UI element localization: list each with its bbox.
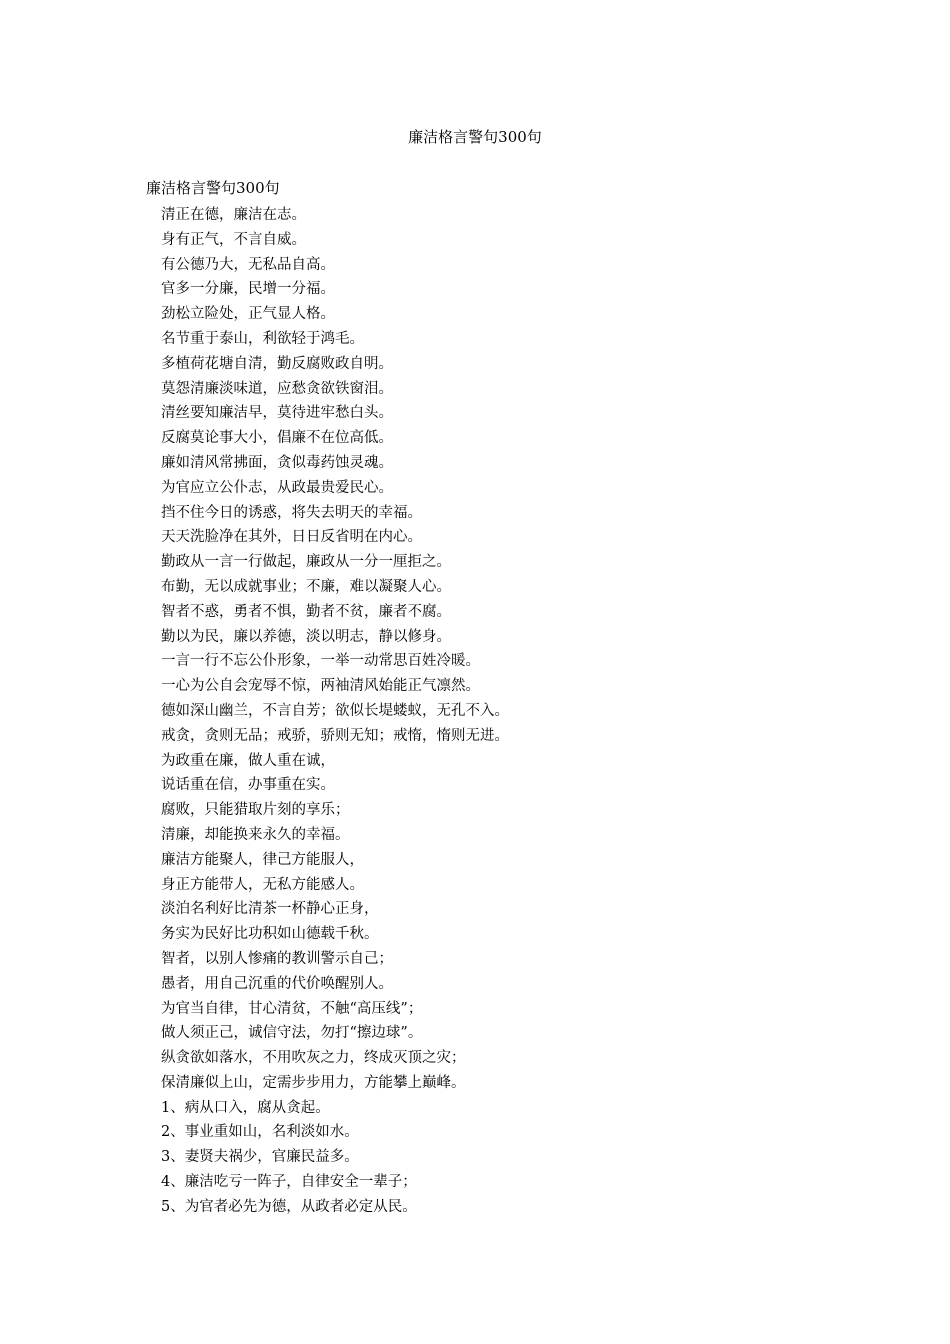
maxim-line: 做人须正己，诚信守法，勿打“擦边球”。 — [161, 1025, 423, 1042]
maxim-line: 清丝要知廉洁早，莫待进牢愁白头。 — [161, 405, 393, 422]
maxim-line: 廉如清风常拂面，贪似毒药蚀灵魂。 — [161, 454, 393, 471]
maxim-line: 愚者，用自己沉重的代价唤醒别人。 — [161, 975, 393, 992]
maxim-line: 纵贪欲如落水，不用吹灰之力，终成灭顶之灾； — [161, 1050, 466, 1067]
maxim-list — [161, 203, 509, 1220]
maxim-line: 5、为官者必先为德，从政者必定从民。 — [161, 1198, 417, 1215]
maxim-line: 淡泊名利好比清茶一杯静心正身， — [161, 901, 379, 918]
maxim-line: 保清廉似上山，定需步步用力，方能攀上巅峰。 — [161, 1074, 466, 1091]
maxim-line: 清正在德，廉洁在志。 — [161, 207, 306, 223]
maxim-line: 2、事业重如山，名利淡如水。 — [161, 1124, 359, 1141]
maxim-line: 有公德乃大，无私品自高。 — [161, 256, 335, 273]
maxim-line: 戒贪，贪则无品；戒骄，骄则无知；戒惰，惰则无进。 — [161, 727, 509, 744]
maxim-line: 腐败，只能猎取片刻的享乐； — [161, 802, 350, 819]
maxim-line: 官多一分廉，民增一分福。 — [161, 281, 335, 298]
maxim-line: 身有正气，不言自威。 — [161, 231, 306, 248]
maxim-line: 清廉，却能换来永久的幸福。 — [161, 826, 350, 843]
document-heading: 廉洁格言警句300句 — [146, 179, 280, 197]
maxim-line: 廉洁方能聚人，律己方能服人， — [161, 851, 364, 868]
maxim-line: 1、病从口入，腐从贪起。 — [161, 1099, 330, 1116]
maxim-line: 勤政从一言一行做起，廉政从一分一厘拒之。 — [161, 554, 451, 571]
maxim-line: 德如深山幽兰，不言自芳；欲似长堤蝼蚁，无孔不入。 — [161, 702, 509, 719]
maxim-line: 莫怨清廉淡味道，应愁贪欲铁窗泪。 — [161, 380, 393, 397]
page-title: 廉洁格言警句300句 — [408, 128, 542, 146]
maxim-line: 反腐莫论事大小，倡廉不在位高低。 — [161, 430, 393, 447]
maxim-line: 4、廉洁吃亏一阵子，自律安全一辈子； — [161, 1174, 417, 1191]
maxim-line: 身正方能带人，无私方能感人。 — [161, 876, 364, 893]
maxim-line: 务实为民好比功积如山德载千秋。 — [161, 926, 379, 943]
maxim-line: 一言一行不忘公仆形象，一举一动常思百姓冷暖。 — [161, 653, 480, 670]
maxim-line: 一心为公自会宠辱不惊，两袖清风始能正气凛然。 — [161, 678, 480, 695]
maxim-line: 布勤，无以成就事业；不廉，难以凝聚人心。 — [161, 578, 451, 595]
maxim-line: 智者不惑，勇者不惧，勤者不贫，廉者不腐。 — [161, 603, 451, 620]
maxim-line: 为政重在廉，做人重在诚， — [161, 752, 335, 769]
maxim-line: 3、妻贤夫祸少，官廉民益多。 — [161, 1149, 359, 1166]
maxim-line: 智者，以别人惨痛的教训警示自己； — [161, 950, 393, 967]
maxim-line: 名节重于泰山，利欲轻于鸿毛。 — [161, 330, 364, 347]
maxim-line: 劲松立险处，正气显人格。 — [161, 306, 335, 323]
maxim-line: 天天洗脸净在其外，日日反省明在内心。 — [161, 529, 422, 546]
maxim-line: 说话重在信，办事重在实。 — [161, 777, 335, 794]
maxim-line: 挡不住今日的诱惑，将失去明天的幸福。 — [161, 504, 422, 521]
maxim-line: 为官应立公仆志，从政最贵爱民心。 — [161, 479, 393, 496]
maxim-line: 为官当自律，甘心清贫，不触“高压线”； — [161, 1000, 423, 1017]
maxim-line: 多植荷花塘自清，勤反腐败政自明。 — [161, 355, 393, 372]
maxim-line: 勤以为民，廉以养德，淡以明志，静以修身。 — [161, 628, 451, 645]
